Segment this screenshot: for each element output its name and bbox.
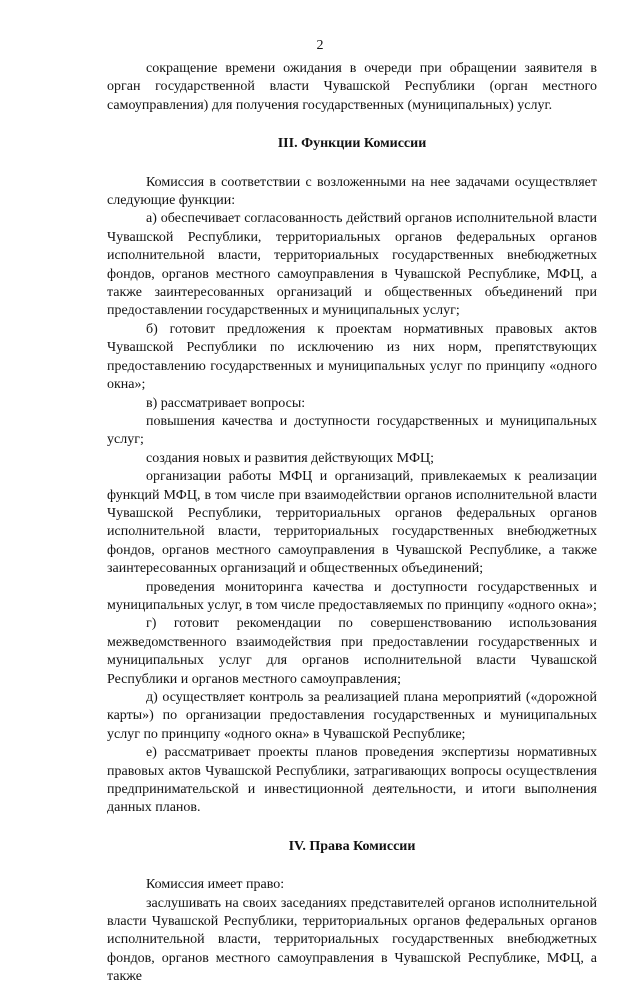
function-item-d: д) осуществляет контроль за реализацией плана мероприятий («дорожной карты») по организации предоставления государственных и муниципальных услуг по принципу «одного окна» в Чувашской Республике; — [107, 690, 597, 742]
rights-item: заслушивать на своих заседаниях представителей органов исполнительной власти Чувашской Республики, территориальных органов федеральных органов исполнительной власти, территориальных государственных внебюджетных фондов, органов местного самоуправления в Чувашской Республике, МФЦ, а также — [107, 895, 597, 985]
function-subitem: создания новых и развития действующих МФЦ; — [146, 450, 434, 466]
section-heading-functions: III. Функции Комиссии — [277, 136, 427, 152]
function-subitem: организации работы МФЦ и организаций, привлекаемых к реализации функций МФЦ, в том числе при взаимодействии органов исполнительной власти Чувашской Республики, территориальных органов федеральных органов исполнительной власти, территориальных государственных внебюджетных фондов, органов местного самоуправления в Чувашской Республике, а также заинтересованных организаций и общественных объединений; — [107, 469, 597, 577]
function-item-v: в) рассматривает вопросы: — [146, 395, 306, 411]
rights-intro: Комиссия имеет право: — [146, 877, 285, 893]
continued-paragraph: сокращение времени ожидания в очереди при обращении заявителя в орган государственной власти Чувашской Республики (орган местного самоуправления) для получения государственных (муниципальных) услуг. — [107, 61, 597, 113]
function-item-b: б) готовит предложения к проектам нормативных правовых актов Чувашской Республики по исключению из них норм, препятствующих предоставлению государственных и муниципальных услуг по принципу «одного окна»; — [107, 321, 597, 393]
function-item-g: г) готовит рекомендации по совершенствованию использования межведомственного взаимодействия при предоставлении государственных и муниципальных услуг для органов исполнительной власти Чувашской Республики и органов местного самоуправления; — [107, 616, 597, 687]
functions-intro: Комиссия в соответствии с возложенными на нее задачами осуществляет следующие функции: — [107, 174, 597, 209]
document-body — [107, 60, 597, 987]
page-number: 2 — [316, 38, 324, 53]
function-subitem: проведения мониторинга качества и доступности государственных и муниципальных услуг, в том числе предоставляемых по принципу «одного окна»; — [107, 579, 597, 613]
function-subitem: повышения качества и доступности государственных и муниципальных услуг; — [107, 413, 597, 448]
section-heading-rights: IV. Права Комиссии — [288, 838, 416, 854]
function-item-a: а) обеспечивает согласованность действий органов исполнительной власти Чувашской Республики, территориальных органов федеральных органов исполнительной власти, территориальных государственных внебюджетных фондов, органов местного самоуправления в Чувашской Республике, МФЦ, а также заинтересованных организаций и общественных объединений при предоставлении государственных и муниципальных услуг; — [107, 211, 597, 319]
function-item-e: е) рассматривает проекты планов проведения экспертизы нормативных правовых актов Чувашской Республики, затрагивающих вопросы осуществления предпринимательской и инвестиционной деятельности, и итоги выполнения данных планов. — [107, 745, 597, 816]
